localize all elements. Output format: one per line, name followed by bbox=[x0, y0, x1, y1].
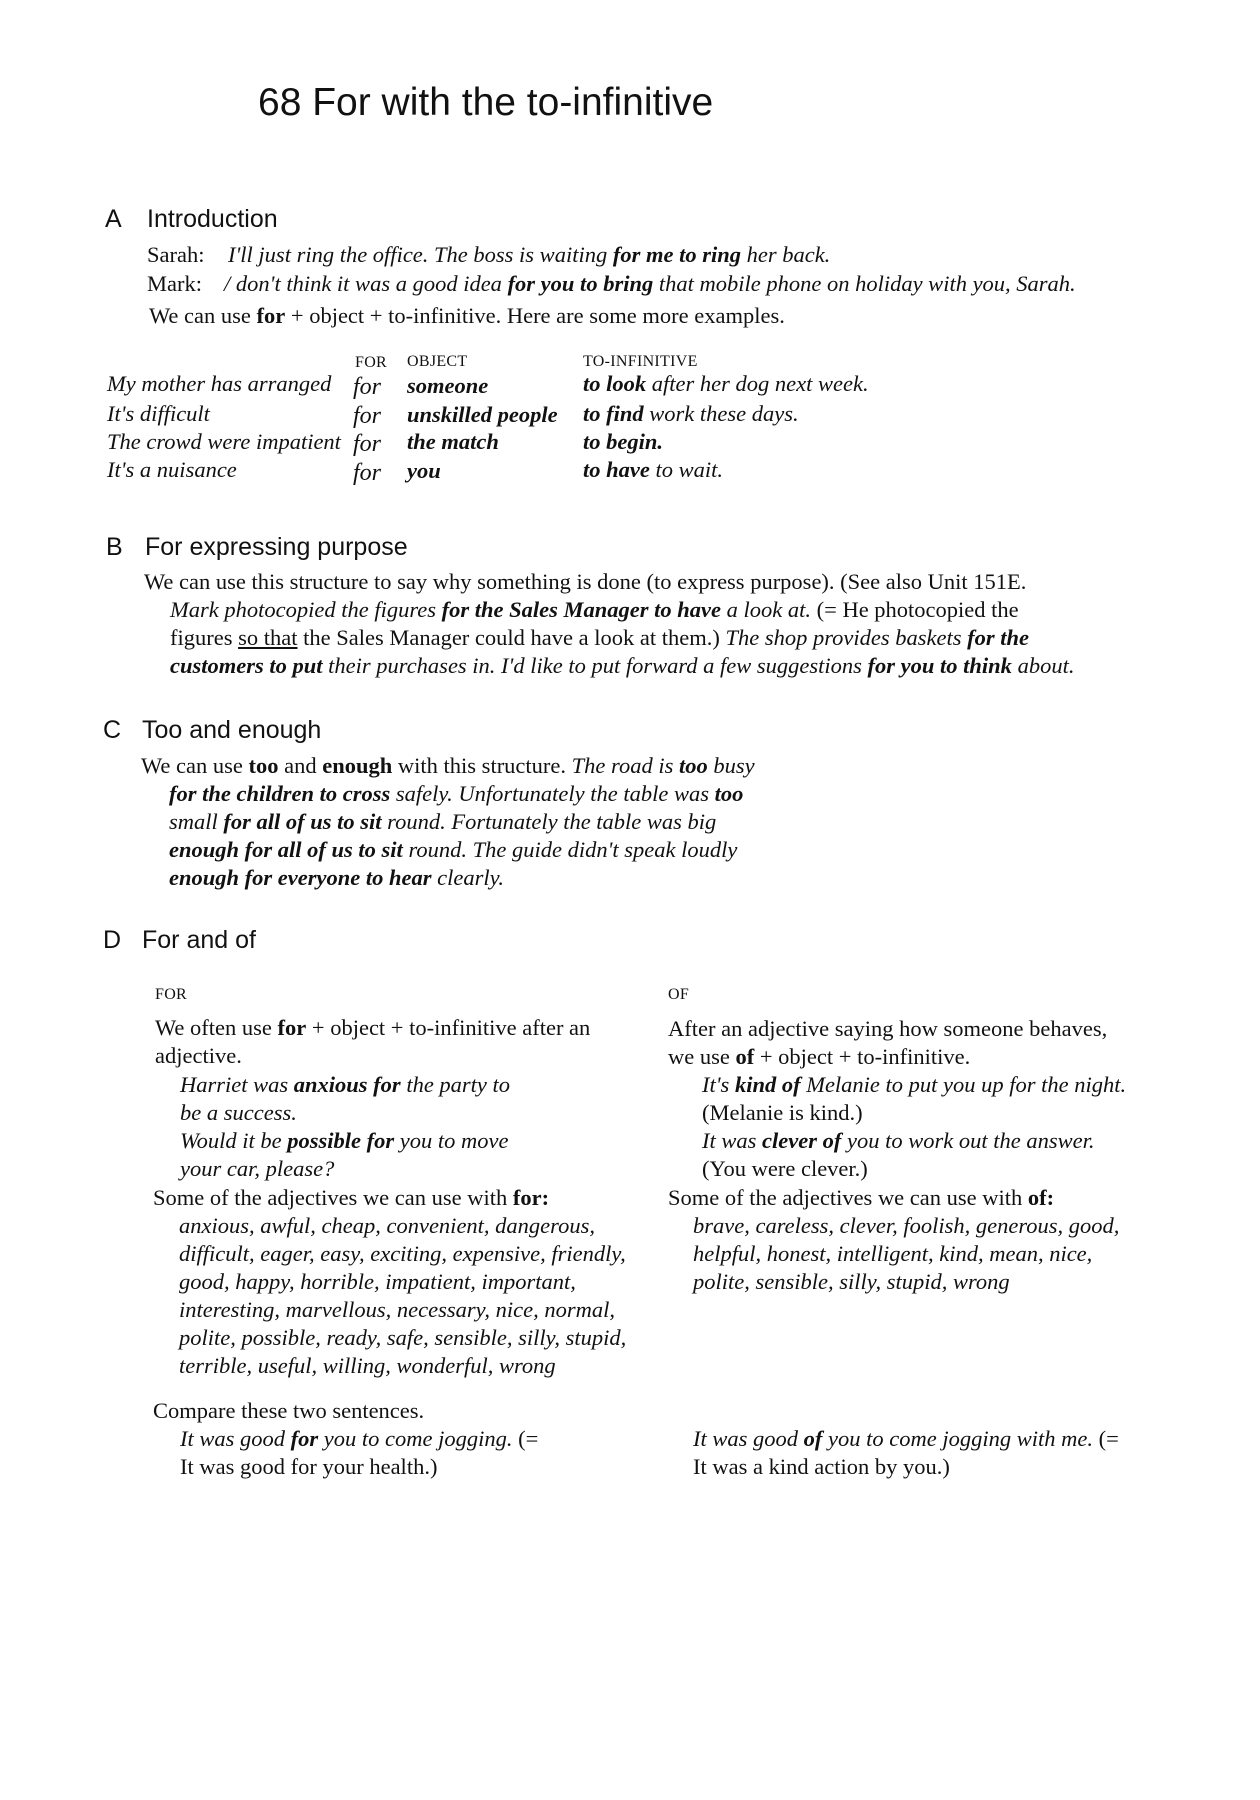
table-subject: It's a nuisance bbox=[107, 457, 237, 482]
of-column-label: OF bbox=[668, 986, 690, 1003]
table-header-for: FOR bbox=[355, 354, 388, 371]
section-b-heading: For expressing purpose bbox=[145, 533, 408, 561]
compare-intro: Compare these two sentences. bbox=[153, 1398, 425, 1423]
section-b-line-3: figures so that the Sales Manager could have a look at them.) The shop provides baskets for the bbox=[170, 625, 1029, 650]
section-d-heading: For and of bbox=[142, 926, 256, 954]
table-for: for bbox=[353, 460, 382, 486]
table-header-infinitive: TO-INFINITIVE bbox=[583, 353, 698, 370]
section-b-line-1: We can use this structure to say why something is done (to express purpose). (See also Unit 151E. bbox=[144, 569, 1027, 594]
for-column-label: FOR bbox=[155, 986, 188, 1003]
table-infinitive: to have to wait. bbox=[583, 457, 724, 482]
section-a-heading: Introduction bbox=[147, 205, 278, 233]
section-d-letter: D bbox=[103, 926, 122, 954]
table-object: someone bbox=[407, 373, 489, 398]
table-object: you bbox=[407, 458, 441, 483]
for-column-example-1: Harriet was anxious for the party to be a success. bbox=[180, 1072, 511, 1125]
table-for: for bbox=[353, 431, 382, 457]
table-subject: My mother has arranged bbox=[107, 371, 332, 396]
dialogue-sarah-line: I'll just ring the office. The boss is waiting for me to ring her back. bbox=[228, 242, 831, 267]
section-c-line-1: We can use too and enough with this structure. The road is too busy bbox=[141, 753, 755, 778]
for-column-example-2: Would it be possible for you to move your car, please? bbox=[180, 1128, 509, 1181]
section-a-intro: We can use for + object + to-infinitive. Here are some more examples. bbox=[149, 303, 785, 328]
compare-for-sentence: It was good for you to come jogging. (= It was good for your health.) bbox=[180, 1426, 539, 1479]
of-column-example-1: It's kind of Melanie to put you up for the night. (Melanie is kind.) bbox=[702, 1072, 1127, 1125]
section-c-line-5: enough for everyone to hear clearly. bbox=[169, 865, 504, 890]
for-column-adjective-list: anxious, awful, cheap, convenient, dangerous, difficult, eager, easy, exciting, expensive, friendly, good, happy, horrible, impatient, important, interesting, marvellous, necessary, nice, normal, polite, possible, ready, safe, sensible, silly, stupid, terrible, useful, willing, wonderful, wrong bbox=[179, 1213, 627, 1378]
table-object: the match bbox=[407, 429, 499, 454]
section-a-letter: A bbox=[105, 205, 122, 233]
table-header-object: OBJECT bbox=[407, 353, 468, 370]
for-column-adjectives-intro: Some of the adjectives we can use with for: bbox=[153, 1185, 550, 1210]
table-infinitive: to look after her dog next week. bbox=[583, 371, 869, 396]
section-b-letter: B bbox=[106, 533, 123, 561]
section-b-line-2: Mark photocopied the figures for the Sales Manager to have a look at. (= He photocopied the bbox=[170, 597, 1019, 622]
dialogue-mark-speaker: Mark: bbox=[147, 271, 202, 296]
section-c-line-3: small for all of us to sit round. Fortunately the table was big bbox=[169, 809, 717, 834]
table-infinitive: to begin. bbox=[583, 429, 664, 454]
table-for: for bbox=[353, 374, 382, 400]
dialogue-mark-line: / don't think it was a good idea for you to bring that mobile phone on holiday with you, Sarah. bbox=[224, 271, 1076, 296]
compare-of-sentence: It was good of you to come jogging with me. (= It was a kind action by you.) bbox=[693, 1426, 1119, 1479]
of-column-example-2: It was clever of you to work out the answer. (You were clever.) bbox=[702, 1128, 1095, 1181]
of-column-adjective-list: brave, careless, clever, foolish, generous, good, helpful, honest, intelligent, kind, mean, nice, polite, sensible, silly, stupid, wrong bbox=[693, 1213, 1120, 1294]
table-subject: The crowd were impatient bbox=[107, 429, 341, 454]
table-infinitive: to find work these days. bbox=[583, 401, 799, 426]
table-for: for bbox=[353, 403, 382, 429]
section-c-heading: Too and enough bbox=[142, 716, 322, 744]
for-column-intro: We often use for + object + to-infinitive after an adjective. bbox=[155, 1015, 591, 1068]
table-subject: It's difficult bbox=[107, 401, 210, 426]
table-object: unskilled people bbox=[407, 402, 558, 427]
page-title: 68 For with the to-infinitive bbox=[258, 81, 714, 124]
section-c-letter: C bbox=[103, 716, 122, 744]
section-c-line-2: for the children to cross safely. Unfortunately the table was too bbox=[169, 781, 744, 806]
section-b-line-4: customers to put their purchases in. I'd like to put forward a few suggestions for you to think about. bbox=[170, 653, 1075, 678]
of-column-intro: After an adjective saying how someone behaves, we use of + object + to-infinitive. bbox=[668, 1016, 1108, 1069]
section-c-line-4: enough for all of us to sit round. The guide didn't speak loudly bbox=[169, 837, 738, 862]
of-column-adjectives-intro: Some of the adjectives we can use with of: bbox=[668, 1185, 1055, 1210]
dialogue-sarah-speaker: Sarah: bbox=[147, 242, 205, 267]
